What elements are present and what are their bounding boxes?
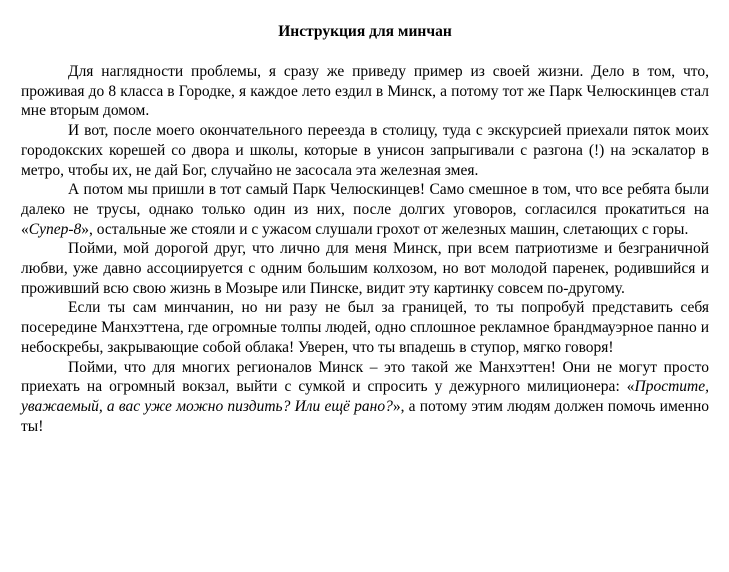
- paragraph-1-text: Для наглядности проблемы, я сразу же приведу пример из своей жизни. Дело в том, что, проживая до 8 класса в Городке, я каждое лето ездил в Минск, а потому тот же Парк Челюскинцев стал мне вторым домом.: [21, 63, 709, 120]
- document-title: Инструкция для минчан: [278, 23, 452, 40]
- paragraph-2: [21, 121, 709, 180]
- paragraph-3-italic-ride-name: Супер-8: [28, 220, 82, 238]
- paragraph-6-text-start: Пойми, что для многих регионалов Минск – это такой же Манхэттен! Они не могут просто приехать на огромный вокзал, выйти с сумкой и спросить у дежурного милиционера: «: [21, 358, 709, 396]
- paragraph-3-text-start: А потом мы пришли в тот самый Парк Челюскинцев! Само смешное в том, что все ребята были далеко не трусы, однако только один из них, после долгих уговоров, согласился прокатиться на «: [21, 181, 709, 238]
- paragraph-6: [21, 358, 709, 437]
- paragraph-5-text: Если ты сам минчанин, но ни разу не был за границей, то ты попробуй представить себя посередине Манхэттена, где огромные толпы людей, одно сплошное рекламное брандмауэрное панно и небоскребы, закрывающие собой облака! Уверен, что ты впадешь в ступор, мягко говоря!: [21, 299, 709, 356]
- paragraph-3: [21, 180, 709, 239]
- paragraph-4-text: Пойми, мой дорогой друг, что лично для меня Минск, при всем патриотизме и безграничной любви, уже давно ассоциируется с одним большим колхозом, но вот молодой паренек, родившийся и проживший всю свою жизнь в Мозыре или Пинске, видит эту картинку совсем по-другому.: [21, 240, 709, 297]
- document-page: [21, 22, 709, 436]
- paragraph-2-text: И вот, после моего окончательного переезда в столицу, туда с экскурсией приехали пяток моих городокских корешей со двора и школы, которые в унисон запрыгивали с разгона (!) на эскалатор в метро, чтобы их, не дай Бог, случайно не засосала эта железная змея.: [21, 122, 709, 179]
- paragraph-5: [21, 298, 709, 357]
- paragraph-3-text-end: », остальные же стояли и с ужасом слушали грохот от железных машин, слетающих с горы.: [81, 220, 689, 238]
- paragraph-6-italic-quote: Простите, уважаемый, а вас уже можно пиздить? Или ещё рано?: [21, 378, 709, 415]
- paragraph-1: [21, 62, 709, 121]
- paragraph-4: [21, 239, 709, 298]
- paragraph-6-text-end: », а потому этим людям должен помочь именно ты!: [21, 397, 709, 435]
